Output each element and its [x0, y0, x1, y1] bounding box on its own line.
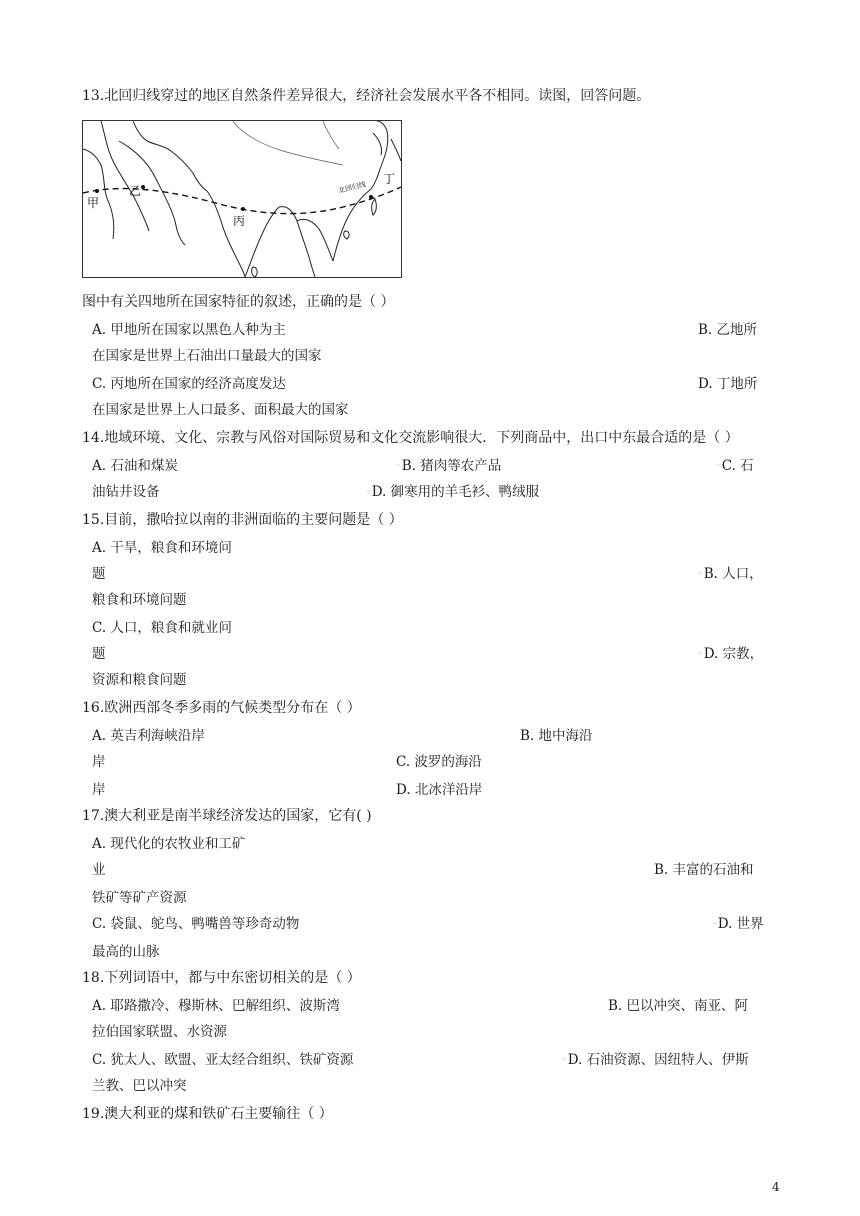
island-taiwan: [372, 199, 377, 215]
q17-option-d-head: ◦D. 世界: [712, 916, 764, 932]
map-label-ding: 丁: [383, 172, 396, 186]
tropic-map-figure: [83, 121, 401, 277]
q18-stem: 18.下列词语中，都与中东密切相关的是（ ）: [82, 970, 361, 986]
q18-option-b-tail: 拉伯国家联盟、水资源: [92, 1024, 227, 1040]
q18-option-a: A. 耶路撒冷、穆斯林、巴解组织、波斯湾: [92, 998, 340, 1014]
q14-option-a: A. 石油和煤炭: [92, 458, 178, 474]
border-mongolia: [323, 121, 339, 149]
q18-option-d-tail: 兰教、巴以冲突: [92, 1078, 187, 1094]
q16-option-d: D. 北冰洋沿岸: [396, 782, 483, 798]
q15-option-d-tail: 资源和粮食问题: [92, 672, 187, 688]
q17-option-c: C. 袋鼠、鸵鸟、鸭嘴兽等珍奇动物: [92, 916, 300, 932]
q17-option-a-line1: A. 现代化的农牧业和工矿: [92, 836, 246, 852]
q15-option-a-line2: 题: [92, 566, 106, 582]
q13-map: [82, 120, 402, 278]
coastline-indochina: [297, 219, 333, 261]
q14-option-b: ◦B. 猪肉等农产品: [396, 458, 502, 474]
coastline-japan: [391, 139, 401, 161]
q15-stem: 15.目前，撒哈拉以南的非洲面临的主要问题是（ ）: [82, 512, 403, 528]
q14-stem: 14.地域环境、文化、宗教与风俗对国际贸易和文化交流影响很大．下列商品中，出口中东最合适的是（ ）: [82, 430, 739, 446]
border-himalaya: [233, 121, 343, 165]
q13-option-d-head: D. 丁地所: [698, 376, 758, 392]
map-label-tropic: 北回归线: [337, 180, 367, 195]
q16-option-c: C. 波罗的海沿: [396, 754, 482, 770]
q16-option-c-tail: 岸: [92, 782, 106, 798]
q17-option-a-line2: 业: [92, 862, 106, 878]
island-hainan: [344, 231, 349, 239]
q16-option-a: A. 英吉利海峡沿岸: [92, 728, 205, 744]
q14-option-c-head: ◦C. 石: [716, 458, 754, 474]
q19-stem: 19.澳大利亚的煤和铁矿石主要输往（ ）: [82, 1106, 333, 1122]
coastline-iran: [171, 151, 207, 191]
coastline-burma: [279, 207, 315, 277]
q17-option-b-head: B. 丰富的石油和: [654, 862, 754, 878]
coastline-india-west: [207, 191, 245, 277]
q13-sub-stem: 图中有关四地所在国家特征的叙述，正确的是（ ）: [82, 294, 395, 310]
point-ding-marker: [369, 195, 373, 199]
map-label-bing: 丙: [233, 214, 246, 228]
coastline-gulf: [133, 121, 171, 151]
map-label-yi: 乙: [129, 184, 142, 198]
q14-option-c-tail: 油钻井设备: [92, 484, 160, 500]
q13-stem: 13.北回归线穿过的地区自然条件差异很大，经济社会发展水平各不相同。读图，回答问题。: [82, 88, 651, 104]
q13-option-c: C. 丙地所在国家的经济高度发达: [92, 376, 286, 392]
q15-option-b-tail: 粮食和环境问题: [92, 592, 187, 608]
point-jia-marker: [95, 189, 99, 193]
coastline-korea: [373, 133, 382, 155]
q14-option-d: ◦D. 御寒用的羊毛衫、鸭绒服: [366, 484, 540, 500]
island-sri-lanka: [252, 267, 257, 277]
q13-option-a: A. 甲地所在国家以黑色人种为主: [92, 322, 286, 338]
coastline-africa: [83, 149, 114, 239]
q15-option-a-line1: A. 干旱，粮食和环境问: [92, 540, 232, 556]
q13-option-b-head: B. 乙地所: [698, 322, 758, 338]
map-label-jia: 甲: [87, 196, 100, 210]
q13-option-d-tail: 在国家是世界上人口最多、面积最大的国家: [92, 402, 349, 418]
page-number: 4: [772, 1180, 780, 1194]
q18-option-c: C. 犹太人、欧盟、亚太经合组织、铁矿资源: [92, 1052, 354, 1068]
q18-option-d-head: ◦D. 石油资源、因纽特人、伊斯: [562, 1052, 749, 1068]
q16-stem: 16.欧洲西部冬季多雨的气候类型分布在（ ）: [82, 700, 361, 716]
q17-option-d-tail: 最高的山脉: [92, 944, 160, 960]
point-bing-marker: [241, 207, 245, 211]
q15-option-c-line1: C. 人口，粮食和就业问: [92, 620, 232, 636]
q17-stem: 17.澳大利亚是南半球经济发达的国家，它有( ): [82, 808, 372, 824]
coastline-red-sea: [101, 121, 149, 231]
q15-option-d-head: ◦D. 宗教，: [698, 646, 764, 662]
q15-option-b-head: ◦B. 人口，: [698, 566, 763, 582]
q16-option-b: B. 地中海沿: [520, 728, 593, 744]
q15-option-c-line2: 题: [92, 646, 106, 662]
q18-option-b-head: B. 巴以冲突、南亚、阿: [608, 998, 749, 1014]
coastline-india-east: [245, 207, 279, 277]
q16-option-b-tail: 岸: [92, 754, 106, 770]
q13-option-b-tail: 在国家是世界上石油出口量最大的国家: [92, 348, 322, 364]
point-yi-marker: [141, 185, 145, 189]
q17-option-b-tail: 铁矿等矿产资源: [92, 890, 187, 906]
